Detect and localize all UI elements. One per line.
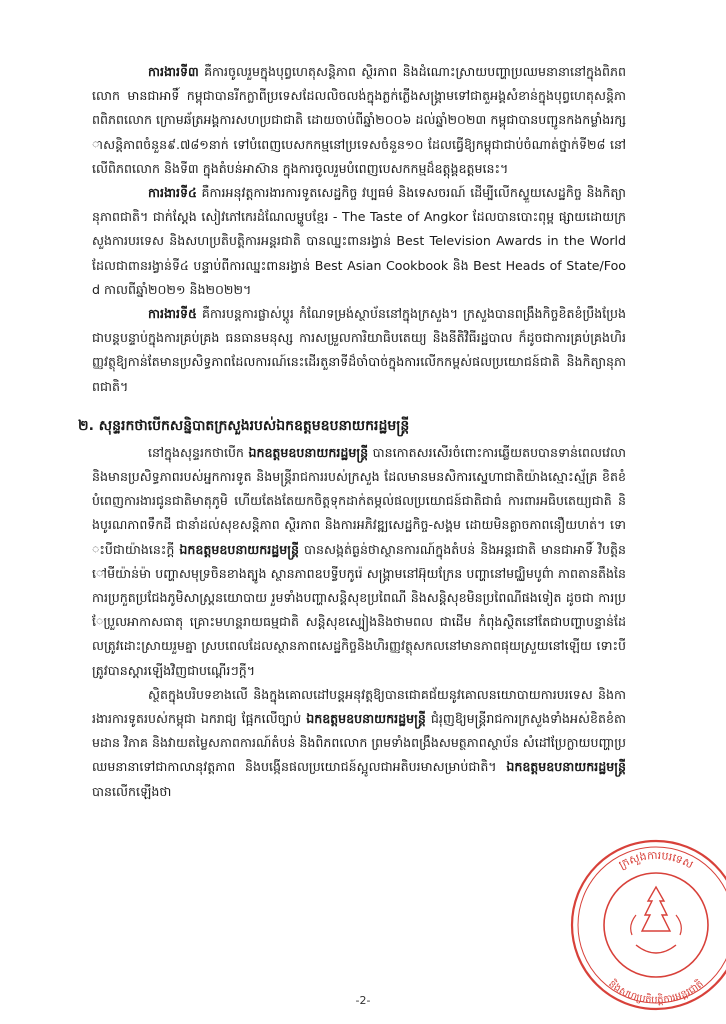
text-run: នៅក្នុងសុន្ទរកថាបើក xyxy=(148,444,249,460)
paragraph-text: គឺការអនុវត្តការងារការទូតសេដ្ឋកិច្ច វប្បធម៌ និងទេសចរណ៍ ដើម្បីលើកស្ទួយសេដ្ឋកិច្ច និងកិត្យានុភាពជាតិ។ ជាក់ស្តែង សៀវភៅកេរដំណែលម្ហូបខ្មែរ - The Taste of Angkor ដែលបានបោះពុម្ព ផ្សាយដោយក្រសួងការបរទេស និងសហប្រតិបត្តិការអន្តរជាតិ បានឈ្នះពានរង្វាន់ Best Television Awards in the World ដែលជាពានរង្វាន់ទី៤ បន្ទាប់ពីការឈ្នះពានរង្វាន់ Best Asian Cookbook និង Best Heads of State/Food កាលពីឆ្នាំ២០២១ និង២០២២។ xyxy=(92,185,626,297)
section-paragraph-1 xyxy=(92,441,626,683)
page-number: -2- xyxy=(355,994,371,1007)
seal-outer-ring-inner xyxy=(578,847,726,1003)
paragraph-task-4 xyxy=(92,181,626,302)
task-label: ការងារទី៤ xyxy=(148,185,197,201)
bold-title-run: ឯកឧត្តមឧបនាយករដ្ឋមន្ត្រី xyxy=(248,444,369,460)
bold-title-run: ឯកឧត្តមឧបនាយករដ្ឋមន្ត្រី xyxy=(179,541,300,557)
text-run: បានសង្កត់ធ្ងន់ថាស្ថានការណ៍ក្នុងតំបន់ និងអន្តរជាតិ មានជាអាទិ៍ វិបត្តិនៅមីយ៉ាន់ម៉ា បញ្ហាសមុទ្រចិនខាងត្បូង ស្ថានភាពឧបទ្វីបកូរ៉េ សង្គ្រាមនៅអ៊ុយក្រែន បញ្ហានៅមជ្ឈិមបូព៌ា ភាពតានតឹងនៃការប្រកួតប្រជែងភូមិសាស្ត្រនយោបាយ រួមទាំងបញ្ហាសន្តិសុខប្រពៃណី និងសន្តិសុខមិនប្រពៃណីផងទៀត ដូចជា ការប្រែប្រួលអាកាសធាតុ គ្រោះមហន្តរាយធម្មជាតិ សន្តិសុខស្បៀងនិងថាមពល ជាដើម កំពុងស្ថិតនៅតែជាបញ្ហាបន្ទាន់ដែលត្រូវដោះស្រាយរួមគ្នា ស្របពេលដែលស្ថានភាពសេដ្ឋកិច្ចនិងហិរញ្ញវត្ថុសកលនៅមានភាពផុយស្រួយនៅឡើយ ទោះបីត្រូវបានស្តារឡើងវិញជាបណ្តើរៗក្តី។ xyxy=(92,541,627,678)
seal-temple-emblem xyxy=(642,887,670,931)
bold-title-run: ឯកឧត្តមឧបនាយករដ្ឋមន្ត្រី xyxy=(506,759,626,775)
section-heading: ២. សុន្ទរកថាបើកសន្និបាតក្រសួងរបស់ឯកឧត្តមឧបនាយករដ្ឋមន្ត្រី xyxy=(78,417,410,434)
paragraph-task-5 xyxy=(92,302,626,399)
paragraph-text: គឺការចូលរួមក្នុងបុព្វហេតុសន្តិភាព ស្ថិរភាព និងដំណោះស្រាយបញ្ហាប្រឈមនានានៅក្នុងពិភពលោក មានជាអាទិ៍ កម្ពុជាបានរីកក្លាពីប្រទេសដែលលិចលង់ក្នុងភ្លក់ភ្លើងសង្គ្រាមទៅជាតួអង្គសំខាន់ក្នុងបុព្វហេតុសន្តិភាពពិភពលោក ក្រោមឆ័ត្រអង្គការសហប្រជាជាតិ ដោយចាប់ពីឆ្នាំ២០០៦ ដល់ឆ្នាំ២០២៣ កម្ពុជាបានបញ្ជូនកងកម្លាំងរក្សាសន្តិភាពចំនួន៩.៧៨១នាក់ ទៅបំពេញបេសកកម្មនៅប្រទេសចំនួន១០ ដែលធ្វើឱ្យកម្ពុជាជាប់ចំណាត់ថ្នាក់ទី២៨ នៅលើពិភពលោក និងទី៣ ក្នុងតំបន់អាស៊ាន ក្នុងការចូលរួមបំពេញបេសកកម្មដ៏ឧត្តុង្គឧត្តមនេះ។ xyxy=(92,64,626,176)
seal-inner-ring xyxy=(604,873,708,977)
seal-laurel xyxy=(631,915,682,935)
document-body xyxy=(78,60,627,804)
seal-top-text: ក្រសួងការបរទេស xyxy=(616,848,696,872)
seal-ribbon xyxy=(636,945,676,953)
text-run: ជំរុញឱ្យមន្ត្រីរាជការក្រសួងទាំងអស់ខិតខំតាមដាន វិភាគ និងវាយតម្លៃសភាពការណ៍តំបន់ និងពិភពលោក ព្រមទាំងពង្រឹងសមត្ថភាពស្ថាប័ន សំដៅប្រែក្លាយបញ្ហាប្រឈមនានាទៅជាកាលានុវត្តភាព និងបង្កើនផលប្រយោជន៍ស្អូលជាអតិបរមាសម្រាប់ជាតិ។ xyxy=(92,711,626,775)
bold-title-run: ឯកឧត្តមឧបនាយករដ្ឋមន្ត្រី xyxy=(306,711,426,727)
paragraph-task-3 xyxy=(92,60,626,181)
text-run: បានកោតសរសើរចំពោះការឆ្លើយតបបានទាន់ពេលវេលា និងមានប្រសិទ្ធភាពរបស់អ្នកការទូត និងមន្ត្រីរាជការរបស់ក្រសួង ដែលមានមនសិការស្នេហាជាតិយ៉ាងស្មោះស្ម័គ្រ ខិតខំបំពេញការងារជូនជាតិមាតុភូមិ ហើយតែងតែយកចិត្តទុកដាក់តម្កល់ផលប្រយោជន៍ជាតិជាធំ ការពារអធិបតេយ្យជាតិ និងបូរណភាពទឹកដី ជានាំដល់សុខសន្តិភាព ស្ថិរភាព និងការអភិវឌ្ឍសេដ្ឋកិច្ច-សង្គម ដោយមិនគ្លាចភាពនឿយហត់។ ទោះបីជាយ៉ាងនេះក្តី xyxy=(92,444,626,557)
text-run: ស្ថិតក្នុងបរិបទខាងលើ និងក្នុងគោលដៅបន្តអនុវត្តឱ្យបានជោគជ័យនូវគោលនយោបាយការបរទេស និងការងារការទូតរបស់កម្ពុជា ឯករាជ្យ ផ្អែកលើច្បាប់ xyxy=(92,686,626,727)
seal-graphic xyxy=(566,835,726,1015)
task-label: ការងារទី៥ xyxy=(148,306,197,322)
seal-bottom-text: និងសហប្រតិបត្តិការអន្តរជាតិ xyxy=(606,978,706,1007)
text-run: បានលើកឡើងថា xyxy=(92,783,172,799)
paragraph-text: គឺការបន្តការផ្លាស់ប្តូរ កំណែទម្រង់ស្ថាប័ននៅក្នុងក្រសួង។ ក្រសួងបានពង្រឹងកិច្ចខិតខំប្រឹងប្រែងជាបន្តបន្ទាប់ក្នុងការគ្រប់គ្រង ធនធានមនុស្ស ការសម្រួលការិយាធិបតេយ្យ និងនីតិវិធីរដ្ឋបាល ក៏ដូចជាការគ្រប់គ្រងហិរញ្ញវត្ថុឱ្យកាន់តែមានប្រសិទ្ធភាពដែលការណ៍នេះដើរតួនាទីដ៏ចាំបាច់ក្នុងការលើកកម្ពស់ផលប្រយោជន៍ជាតិ និងកិត្យានុភាពជាតិ។ xyxy=(92,306,626,394)
task-label: ការងារទី៣ xyxy=(148,64,199,79)
official-seal xyxy=(566,835,726,1015)
section-paragraph-2 xyxy=(92,683,626,804)
